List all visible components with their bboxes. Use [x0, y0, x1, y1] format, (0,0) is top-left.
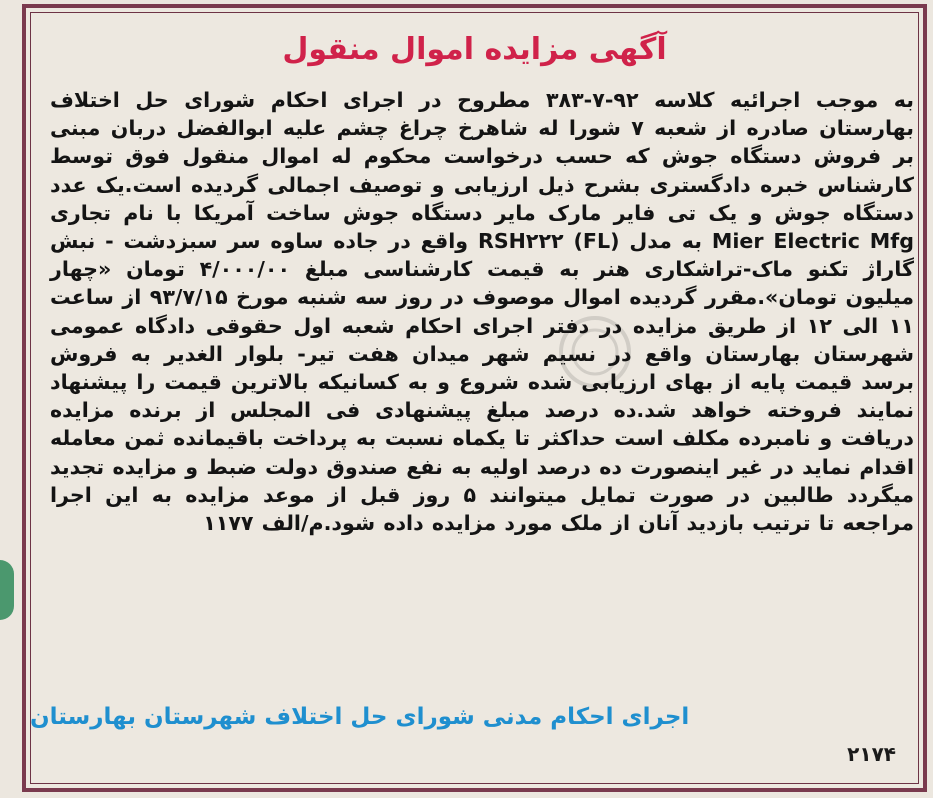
edge-stain [0, 560, 14, 620]
notice-title: آگهی مزایده اموال منقول [282, 32, 667, 67]
notice-signature: اجرای احکام مدنی شورای حل اختلاف شهرستان بهارستان [30, 704, 690, 730]
notice-body: به موجب اجرائیه کلاسه ۹۲-۷-۳۸۳ مطروح در اجرای احکام شورای حل اختلاف بهارستان صادره از شعبه ۷ شورا له شاهرخ چراغ چشم علیه ابوالفضل دربان مبنی بر فروش دستگاه جوش که حسب درخواست محکوم له اموال منقول فوق توسط کارشناس خبره دادگستری بشرح ذیل ارزیابی و توصیف اجمالی گردیده است.یک عدد دستگاه جوش و یک تی فایر مارک مایر دستگاه جوش ساخت آمریکا با نام تجاری Mier Electric Mfg به مدل RSH۲۲۲ (FL) واقع در جاده ساوه سر سبزدشت - نبش گاراژ تکنو ماک-تراشکاری هنر به قیمت کارشناسی مبلغ ۴/۰۰۰/۰۰ تومان «چهار میلیون تومان».مقرر گردیده اموال موصوف در روز سه شنبه مورخ ۹۳/۷/۱۵ از ساعت ۱۱ الی ۱۲ از طریق مزایده در دفتر اجرای احکام شعبه اول حقوقی دادگاه عمومی شهرستان بهارستان واقع در نسیم شهر میدان هفت تیر- بلوار الغدیر به فروش برسد قیمت پایه از بهای ارزیابی شده شروع و به کسانیکه بالاترین قیمت را پیشنهاد نمایند فروخته خواهد شد.ده درصد مبلغ پیشنهادی فی المجلس از برنده مزایده دریافت و نامبرده مکلف است حداکثر تا یکماه نسبت به پرداخت باقیمانده ثمن معامله اقدام نماید در غیر اینصورت ده درصد اولیه به نفع صندوق دولت ضبط و مزایده تجدید میگردد طالبین در صورت تمایل میتوانند ۵ روز قبل از موعد مزایده به این اجرا مراجعه تا ترتیب بازدید آنان از ملک مورد مزایده داده شود.م/الف ۱۱۷۷ [50, 88, 915, 536]
notice-number: ۲۱۷۴ [847, 742, 896, 766]
